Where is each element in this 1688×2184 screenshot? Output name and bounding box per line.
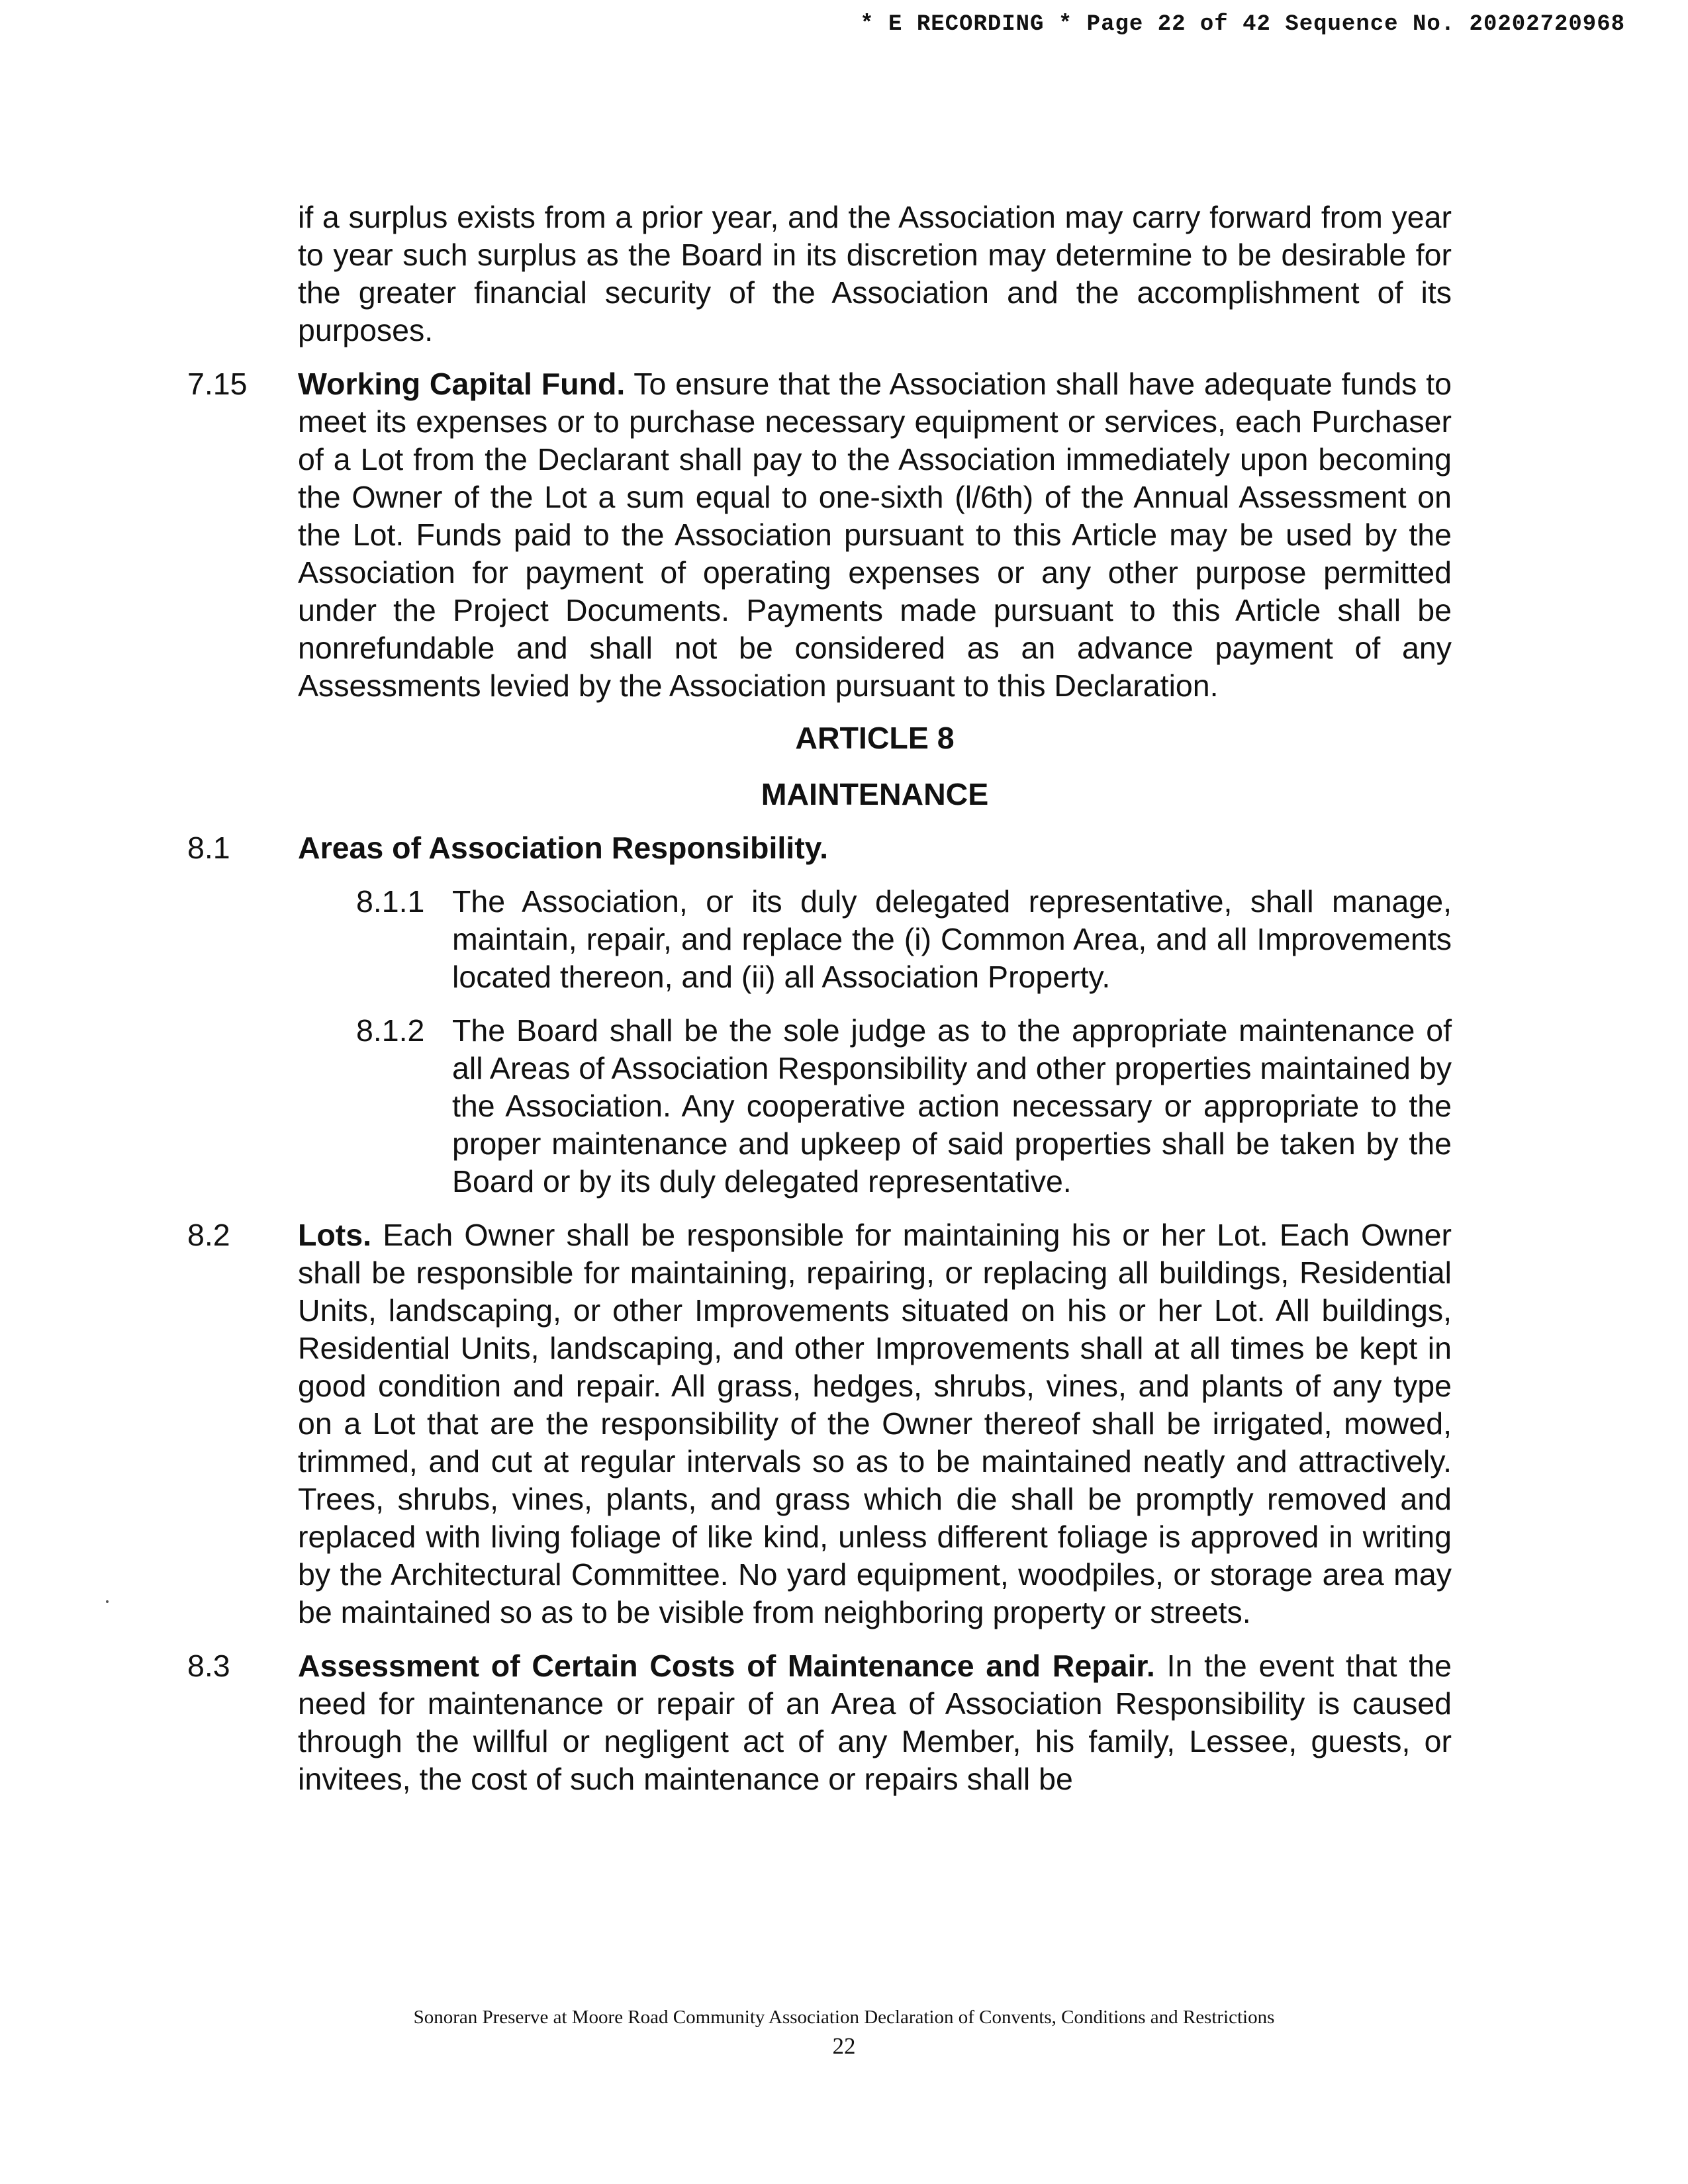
subsection-8-1-2 xyxy=(187,1012,1452,1201)
article-number: ARTICLE 8 xyxy=(795,721,955,755)
section-8-2 xyxy=(187,1216,1452,1631)
section-number: 7.15 xyxy=(187,367,248,401)
section-8-3 xyxy=(187,1647,1452,1798)
recording-header: * E RECORDING * Page 22 of 42 Sequence No. 20202720968 xyxy=(860,12,1625,37)
section-number: 8.1 xyxy=(187,831,230,865)
section-number: 8.3 xyxy=(187,1649,230,1683)
section-text: To ensure that the Association shall have adequate funds to meet its expenses or to purchase necessary equipment or services, each Purchaser of a Lot from the Declarant shall pay to the Association immediately upon becoming the Owner of the Lot a sum equal to one-sixth (l/6th) of the Annual Assessment on the Lot. Funds paid to the Association pursuant to this Article may be used by the Association for payment of operating expenses or any other purpose permitted under the Project Documents. Payments made pursuant to this Article shall be nonrefundable and shall not be considered as an advance payment of any Assessments levied by the Association pursuant to this Declaration. xyxy=(298,367,1452,703)
section-text: Each Owner shall be responsible for maintaining his or her Lot. Each Owner shall be responsible for maintaining, repairing, or replacing all buildings, Residential Units, landscaping, or other Improvements situated on his or her Lot. All buildings, Residential Units, landscaping, and other Improvements shall at all times be kept in good condition and repair. All grass, hedges, shrubs, vines, and plants of any type on a Lot that are the responsibility of the Owner thereof shall be irrigated, mowed, trimmed, and cut at regular intervals so as to be maintained neatly and attractively. Trees, shrubs, vines, plants, and grass which die shall be promptly removed and replaced with living foliage of like kind, unless different foliage is approved in writing by the Architectural Committee. No yard equipment, woodpiles, or storage area may be maintained so as to be visible from neighboring property or streets. xyxy=(298,1218,1452,1629)
document-body xyxy=(187,199,1452,1814)
scan-speck xyxy=(106,1600,109,1603)
section-number: 8.2 xyxy=(187,1218,230,1252)
article-title: MAINTENANCE xyxy=(761,777,989,811)
subsection-number: 8.1.2 xyxy=(356,1013,425,1048)
section-heading: Working Capital Fund. xyxy=(298,367,626,401)
section-heading: Lots. xyxy=(298,1218,372,1252)
subsection-8-1-1 xyxy=(187,883,1452,996)
footer-page-number: 22 xyxy=(832,2033,856,2059)
subsection-text: The Association, or its duly delegated representative, shall manage, maintain, repair, and replace the (i) Common Area, and all Improvements located thereon, and (ii) all Association Property. xyxy=(452,884,1452,994)
subsection-text: The Board shall be the sole judge as to the appropriate maintenance of all Areas of Association Responsibility and other properties maintained by the Association. Any cooperative action necessary or appropriate to the proper maintenance and upkeep of said properties shall be taken by the Board or by its duly delegated representative. xyxy=(452,1013,1452,1199)
page-footer xyxy=(0,2004,1688,2062)
section-text: In the event that the need for maintenance or repair of an Area of Association Responsibility is caused through the willful or negligent act of any Member, his family, Lessee, guests, or invitees, the cost of such maintenance or repairs shall be xyxy=(298,1649,1452,1796)
section-8-1 xyxy=(187,829,1452,867)
section-heading: Assessment of Certain Costs of Maintenance and Repair. xyxy=(298,1649,1155,1683)
subsection-number: 8.1.1 xyxy=(356,884,425,919)
intro-paragraph: if a surplus exists from a prior year, and the Association may carry forward from year to year such surplus as the Board in its discretion may determine to be desirable for the greater financial security of the Association and the accomplishment of its purposes. xyxy=(298,200,1452,347)
footer-document-title: Sonoran Preserve at Moore Road Community Association Declaration of Convents, Conditions and Restrictions xyxy=(413,2007,1275,2028)
section-heading: Areas of Association Responsibility. xyxy=(298,831,829,865)
section-7-15 xyxy=(187,365,1452,705)
